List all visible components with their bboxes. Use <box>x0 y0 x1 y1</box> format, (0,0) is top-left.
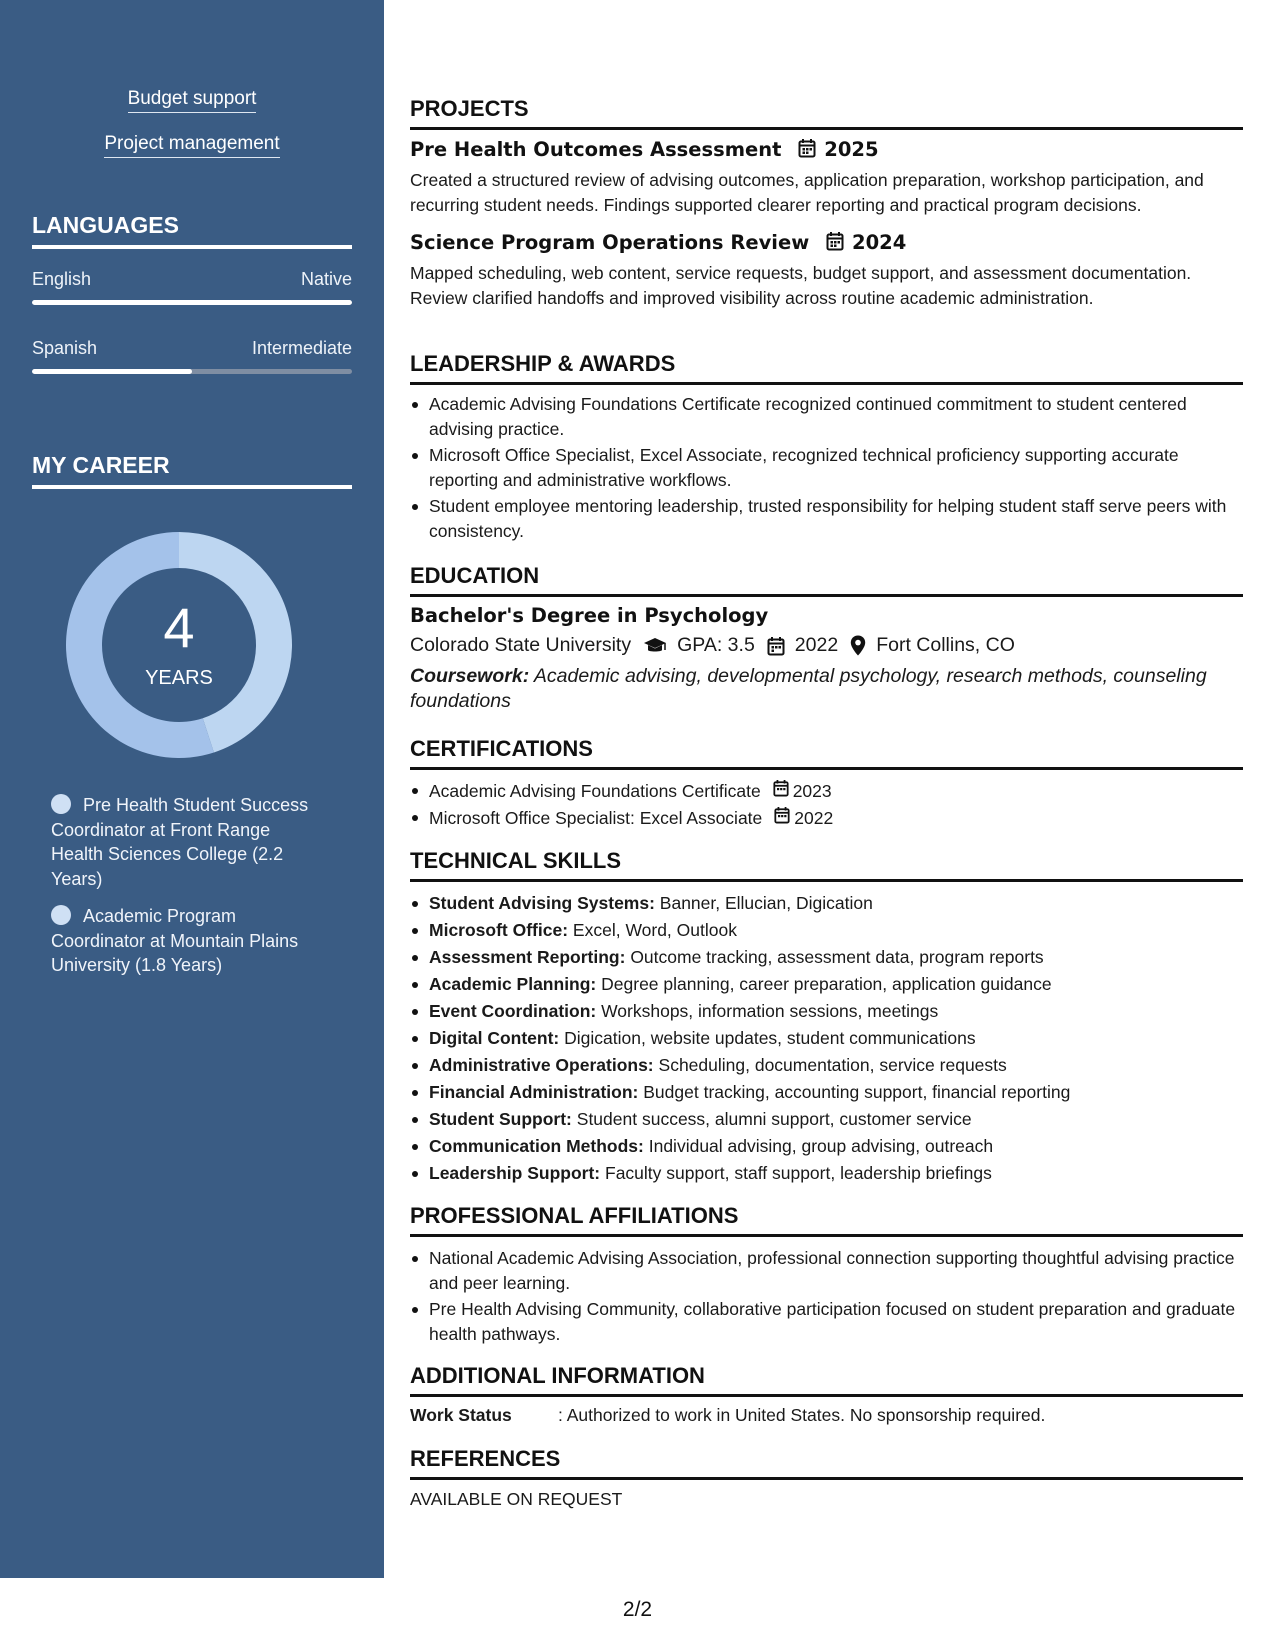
skill-label: Student Advising Systems: <box>429 893 655 913</box>
skill-label: Financial Administration: <box>429 1082 639 1102</box>
work-status-label: Work Status <box>410 1405 512 1425</box>
skill-item <box>410 1025 1243 1052</box>
list-item: Microsoft Office Specialist, Excel Associate, recognized technical proficiency supporting accurate reporting and administrative workflows. <box>410 443 1243 492</box>
language-row-english <box>32 269 352 290</box>
career-heading: MY CAREER <box>32 452 352 489</box>
coursework-text: Academic advising, developmental psychology, research methods, counseling foundations <box>410 665 1207 712</box>
education-location: Fort Collins, CO <box>876 634 1015 656</box>
references-heading: REFERENCES <box>410 1446 1243 1480</box>
skill-value: Scheduling, documentation, service requests <box>658 1055 1007 1075</box>
sidebar <box>0 0 384 1578</box>
skill-label: Assessment Reporting: <box>429 947 626 967</box>
skill-value: Excel, Word, Outlook <box>572 920 737 940</box>
project-title-row <box>410 138 879 163</box>
skill-label: Leadership Support: <box>429 1163 601 1183</box>
skill-label: Digital Content: <box>429 1028 560 1048</box>
skill-label: Communication Methods: <box>429 1136 644 1156</box>
list-item <box>410 805 1243 832</box>
skill-item <box>410 890 1243 917</box>
additional-info-heading: ADDITIONAL INFORMATION <box>410 1363 1243 1397</box>
skill-value: Degree planning, career preparation, application guidance <box>601 974 1052 994</box>
page-number: 2/2 <box>622 1598 653 1621</box>
certifications-list <box>410 778 1243 832</box>
project-year: 2025 <box>824 138 879 161</box>
skill-value: Outcome tracking, assessment data, program reports <box>630 947 1044 967</box>
sidebar-link-project-management[interactable]: Project management <box>0 133 384 155</box>
leadership-list <box>410 392 1243 543</box>
language-row-spanish <box>32 338 352 359</box>
certifications-heading: CERTIFICATIONS <box>410 736 1243 770</box>
skill-value: Student success, alumni support, customer service <box>576 1109 972 1129</box>
projects-heading: PROJECTS <box>410 96 1243 130</box>
work-status-value: : Authorized to work in United States. No sponsorship required. <box>558 1405 1046 1425</box>
language-name: English <box>32 269 92 289</box>
certification-name: Microsoft Office Specialist: Excel Associate <box>429 808 763 828</box>
skill-label: Microsoft Office: <box>429 920 569 940</box>
sidebar-link-budget-support[interactable]: Budget support <box>0 88 384 110</box>
career-total-unit: YEARS <box>145 667 213 689</box>
project-year: 2024 <box>852 231 907 254</box>
skill-item <box>410 1133 1243 1160</box>
calendar-icon <box>774 805 790 832</box>
skill-label: Academic Planning: <box>429 974 597 994</box>
project-description: Mapped scheduling, web content, service requests, budget support, and assessment documentation. Review clarified handoffs and improved visibility across routine academic administration. <box>410 263 1192 308</box>
calendar-icon <box>798 138 816 163</box>
project-description: Created a structured review of advising outcomes, application preparation, workshop participation, and recurring student needs. Findings supported clearer reporting and practical program decisions. <box>410 170 1204 215</box>
skill-label: Administrative Operations: <box>429 1055 654 1075</box>
calendar-icon <box>826 231 844 256</box>
skill-item <box>410 971 1243 998</box>
education-gpa: GPA: 3.5 <box>677 634 755 656</box>
skill-item <box>410 1052 1243 1079</box>
education-year: 2022 <box>794 634 839 656</box>
skill-item <box>410 1106 1243 1133</box>
work-status-row <box>410 1405 1045 1426</box>
skill-item <box>410 1079 1243 1106</box>
career-item <box>51 904 326 978</box>
list-item: Student employee mentoring leadership, trusted responsibility for helping student staff serve peers with consistency. <box>410 494 1243 543</box>
career-legend-dot <box>51 794 71 814</box>
skill-value: Faculty support, staff support, leadership briefings <box>605 1163 992 1183</box>
technical-skills-list <box>410 890 1243 1187</box>
calendar-icon <box>773 778 789 805</box>
education-school: Colorado State University <box>410 634 632 656</box>
language-bar-fill <box>32 300 352 305</box>
affiliations-heading: PROFESSIONAL AFFILIATIONS <box>410 1203 1243 1237</box>
skill-value: Banner, Ellucian, Digication <box>659 893 873 913</box>
references-text: AVAILABLE ON REQUEST <box>410 1489 623 1509</box>
project-title: Science Program Operations Review <box>410 231 810 254</box>
language-bar-spanish <box>32 369 352 374</box>
education-heading: EDUCATION <box>410 563 1243 597</box>
language-bar-fill <box>32 369 192 374</box>
language-level: Native <box>300 269 352 289</box>
skill-value: Budget tracking, accounting support, financial reporting <box>643 1082 1071 1102</box>
project-title: Pre Health Outcomes Assessment <box>410 138 782 161</box>
calendar-icon <box>767 636 785 656</box>
technical-skills-heading: TECHNICAL SKILLS <box>410 848 1243 882</box>
skill-value: Workshops, information sessions, meetings <box>601 1001 939 1021</box>
list-item: National Academic Advising Association, professional connection supporting thoughtful advising practice and peer learning. <box>410 1246 1243 1295</box>
list-item <box>410 778 1243 805</box>
skill-value: Individual advising, group advising, outreach <box>648 1136 994 1156</box>
list-item: Pre Health Advising Community, collaborative participation focused on student preparation and graduate health pathways. <box>410 1297 1243 1346</box>
leadership-heading: LEADERSHIP & AWARDS <box>410 351 1243 385</box>
coursework-label: Coursework: <box>410 665 530 687</box>
languages-heading: LANGUAGES <box>32 212 352 249</box>
education-degree: Bachelor's Degree in Psychology <box>410 604 769 627</box>
affiliations-list <box>410 1246 1243 1346</box>
skill-item <box>410 944 1243 971</box>
skill-label: Event Coordination: <box>429 1001 597 1021</box>
language-name: Spanish <box>32 338 98 358</box>
map-pin-icon <box>850 635 866 656</box>
career-total-number: 4 <box>163 596 195 659</box>
project-title-row <box>410 231 906 256</box>
skill-item <box>410 1160 1243 1187</box>
language-bar-english <box>32 300 352 305</box>
skill-item <box>410 917 1243 944</box>
education-coursework <box>410 664 1243 713</box>
career-item-text: Academic Program Coordinator at Mountain Plains University (1.8 Years) <box>51 906 299 975</box>
language-level: Intermediate <box>251 338 352 358</box>
graduation-cap-icon <box>643 637 667 655</box>
skill-value: Digication, website updates, student communications <box>564 1028 976 1048</box>
certification-name: Academic Advising Foundations Certificate <box>429 781 761 801</box>
career-legend-dot <box>51 905 71 925</box>
education-details <box>410 634 1015 657</box>
certification-year: 2023 <box>792 781 832 801</box>
certification-year: 2022 <box>794 808 834 828</box>
skill-label: Student Support: <box>429 1109 572 1129</box>
career-item-text: Pre Health Student Success Coordinator at Front Range Health Sciences College (2.2 Years) <box>51 795 309 889</box>
list-item: Academic Advising Foundations Certificate recognized continued commitment to student centered advising practice. <box>410 392 1243 441</box>
career-item <box>51 793 326 891</box>
skill-item <box>410 998 1243 1025</box>
